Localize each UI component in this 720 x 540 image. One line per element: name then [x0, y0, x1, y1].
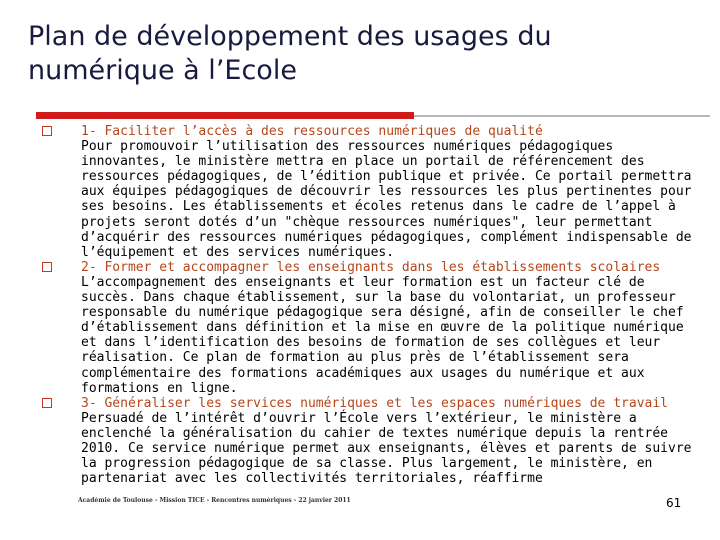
- square-bullet-icon: [42, 398, 52, 408]
- item-text: Pour promouvoir l’utilisation des ressources numériques pédagogiques innovantes, le ministère mettra en place un portail de référencement des ressources pédagogiques, de l’édition publique et privée. Ce portail permettra aux équipes pédagogiques de découvrir les ressources les plus pertinentes pour ses besoins. Les établissements et écoles retenus dans le cadre de l’appel à projets seront dotés d’un "chèque ressources numériques", leur permettant d’acquérir des ressources numériques pédagogiques, complément indispensable de l’équipement et des services numériques.: [81, 139, 692, 260]
- item-text: Persuadé de l’intérêt d’ouvrir l’École vers l’extérieur, le ministère a enclenché la généralisation du cahier de textes numérique depuis la rentrée 2010. Ce service numérique permet aux enseignants, élèves et parents de suivre la progression pédagogique de sa classe. Plus largement, le ministère, en partenariat avec les collectivités territoriales, réaffirme: [81, 410, 692, 487]
- list-item: [36, 396, 696, 487]
- list-item: [36, 124, 696, 260]
- square-bullet-icon: [42, 262, 52, 272]
- list-item: [36, 260, 696, 396]
- slide-title: [28, 20, 688, 88]
- slide-content: [36, 124, 696, 486]
- title-accent-bar: [36, 112, 414, 119]
- slide-title-line-2: numérique à l’Ecole: [28, 55, 297, 86]
- slide-footer: Académie de Toulouse - Mission TICE - Rencontres numériques - 22 janvier 2011: [78, 497, 351, 504]
- square-bullet-icon: [42, 126, 52, 136]
- item-heading: 3- Généraliser les services numériques et les espaces numériques de travail: [81, 395, 668, 411]
- slide-title-line-1: Plan de développement des usages du: [28, 21, 552, 52]
- item-text: L’accompagnement des enseignants et leur formation est un facteur clé de succès. Dans chaque établissement, sur la base du volontariat, un professeur responsable du numérique pédagogique sera désigné, afin de conseiller le chef d’établissement dans définition et la mise en œuvre de la politique numérique et dans l’identification des besoins de formation de ses collègues et leur réalisation. Ce plan de formation au plus près de l’établissement sera complémentaire des formations académiques aux usages du numérique et aux formations en ligne.: [81, 274, 684, 396]
- item-heading: 1- Faciliter l’accès à des ressources numériques de qualité: [81, 124, 543, 139]
- page-number: 61: [666, 496, 682, 510]
- item-heading: 2- Former et accompagner les enseignants dans les établissements scolaires: [81, 259, 661, 275]
